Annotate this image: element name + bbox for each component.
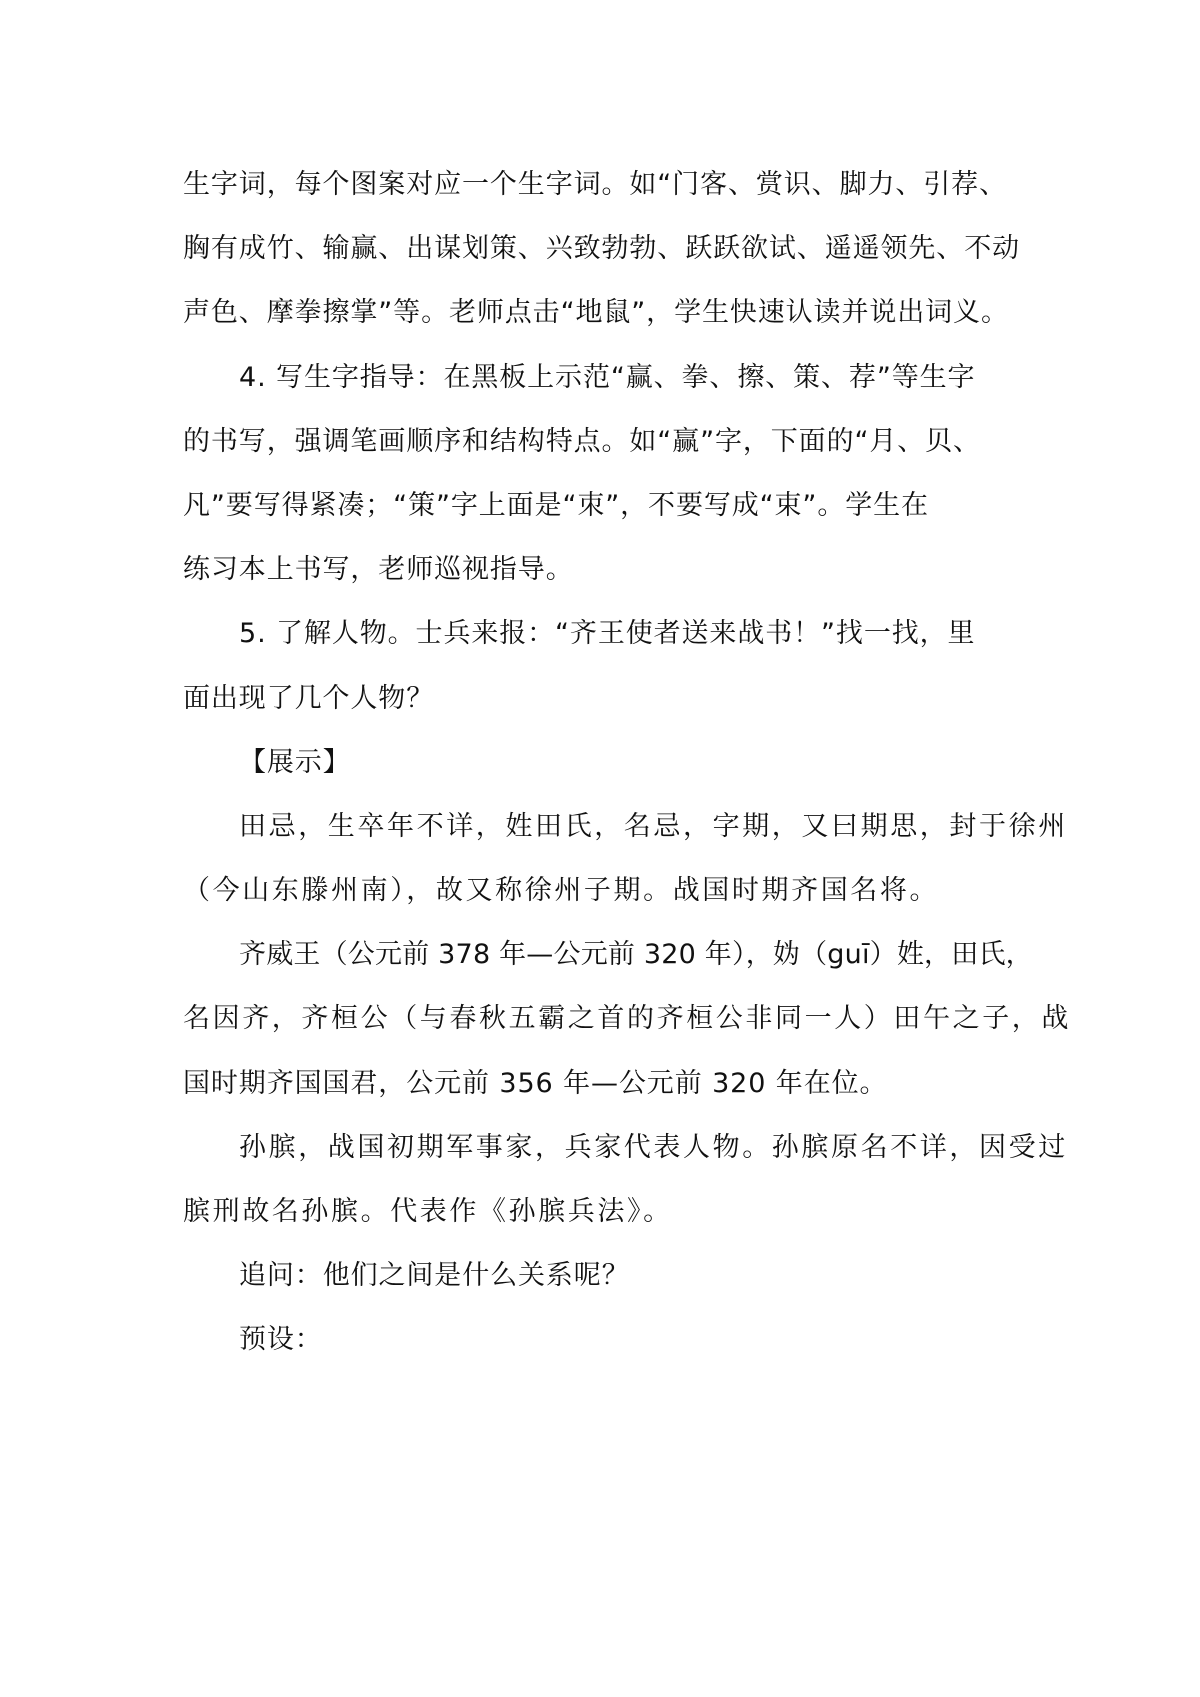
text-line: 的书写，强调笔画顺序和结构特点。如“赢”字，下面的“月、贝、 — [183, 425, 981, 457]
text-line: 面出现了几个人物？ — [183, 682, 435, 714]
text-line: 孙膑，战国初期军事家，兵家代表人物。孙膑原名不详，因受过 — [239, 1131, 1068, 1163]
text-line: 练习本上书写，老师巡视指导。 — [183, 554, 574, 586]
text-line: 5. 了解人物。士兵来报：“齐王使者送来战书！”找一找，里 — [239, 618, 976, 650]
text-line: 追问：他们之间是什么关系呢？ — [239, 1260, 630, 1292]
text-line: 膑刑故名孙膑。代表作《孙膑兵法》。 — [183, 1196, 673, 1227]
text-line: 名因齐，齐桓公（与春秋五霸之首的齐桓公非同一人）田午之子，战 — [183, 1003, 1071, 1035]
document-body — [183, 153, 1071, 1373]
text-line: 凡”要写得紧凑；“策”字上面是“朿”，不要写成“束”。学生在 — [183, 489, 929, 521]
text-line: （今山东滕州南），故又称徐州子期。战国时期齐国名将。 — [183, 875, 940, 907]
text-line: 4. 写生字指导：在黑板上示范“赢、拳、擦、策、荐”等生字 — [239, 361, 976, 393]
text-line: 生字词，每个图案对应一个生字词。如“门客、赏识、脚力、引荐、 — [183, 169, 1007, 200]
text-line: 预设： — [239, 1324, 323, 1356]
text-line: 声色、摩拳擦掌”等。老师点击“地鼠”，学生快速认读并说出词义。 — [183, 297, 1009, 329]
text-line: 田忌，生卒年不详，姓田氏，名忌，字期，又曰期思，封于徐州 — [239, 810, 1068, 842]
text-line: 胸有成竹、输赢、出谋划策、兴致勃勃、跃跃欲试、遥遥领先、不动 — [183, 233, 1020, 265]
text-line: 国时期齐国国君，公元前 356 年—公元前 320 年在位。 — [183, 1067, 888, 1099]
text-line: 齐威王（公元前 378 年—公元前 320 年），妫（guī）姓，田氏， — [239, 939, 1033, 971]
section-heading: 【展示】 — [239, 746, 351, 778]
